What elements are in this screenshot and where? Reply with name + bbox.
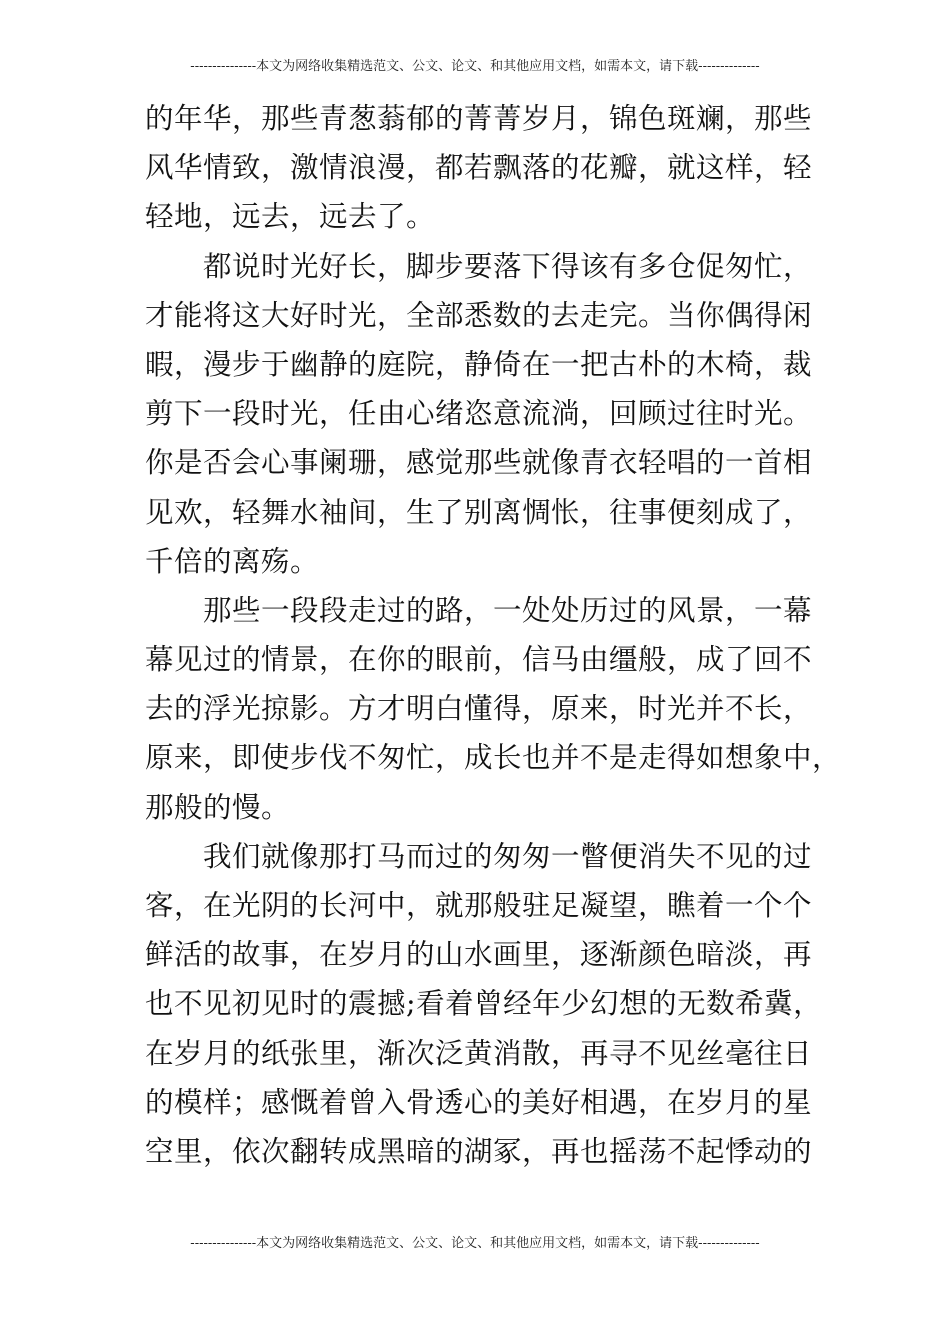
- text-line: 那般的慢。: [145, 790, 291, 824]
- paragraph-first-line: 都说时光好长，脚步要落下得该有多仓促匆忙，: [203, 249, 813, 283]
- text-line: 空里，依次翻转成黑暗的湖冢，再也摇荡不起悸动的: [145, 1134, 813, 1168]
- text-line: 客，在光阴的长河中，就那般驻足凝望，瞧着一个个: [145, 889, 813, 922]
- text-line: 鲜活的故事，在岁月的山水画里，逐渐颜色暗淡，再: [145, 938, 813, 972]
- text-line: 的年华，那些青葱蓊郁的菁菁岁月，锦色斑斓，那些: [145, 102, 813, 135]
- text-line: 的模样；感慨着曾入骨透心的美好相遇，在岁月的星: [145, 1085, 813, 1119]
- paragraph-first-line: 那些一段段走过的路，一处处历过的风景，一幕: [203, 593, 813, 627]
- document-body: [145, 94, 842, 1176]
- text-line: 千倍的离殇。: [145, 544, 320, 578]
- text-line: 见欢，轻舞水袖间，生了别离惆怅，往事便刻成了，: [145, 495, 813, 529]
- text-line: 暇，漫步于幽静的庭院，静倚在一把古朴的木椅，裁: [145, 347, 813, 381]
- text-line: 也不见初见时的震撼;看着曾经年少幻想的无数希冀，: [145, 987, 823, 1021]
- text-line: 剪下一段时光，任由心绪恣意流淌，回顾过往时光。: [145, 397, 813, 431]
- text-line: 轻地，远去，远去了。: [145, 200, 436, 234]
- text-line: 才能将这大好时光，全部悉数的去走完。当你偶得闲: [145, 298, 813, 332]
- text-line: 幕见过的情景，在你的眼前，信马由缰般，成了回不: [145, 643, 813, 677]
- paragraph-first-line: 我们就像那打马而过的匆匆一瞥便消失不见的过: [203, 839, 813, 873]
- text-line: 在岁月的纸张里，渐次泛黄消散，再寻不见丝毫往日: [145, 1036, 813, 1070]
- page-header: ---------------本文为网络收集精选范文、公文、论文、和其他应用文档，如需本文，请下载--------------: [190, 59, 760, 74]
- page-footer: ---------------本文为网络收集精选范文、公文、论文、和其他应用文档，如需本文，请下载--------------: [190, 1236, 760, 1251]
- text-line: 原来，即使步伐不匆忙，成长也并不是走得如想象中，: [145, 741, 842, 775]
- text-line: 风华情致，激情浪漫，都若飘落的花瓣，就这样，轻: [145, 151, 813, 185]
- text-line: 去的浮光掠影。方才明白懂得，原来，时光并不长，: [145, 692, 813, 726]
- text-line: 你是否会心事阑珊，感觉那些就像青衣轻唱的一首相: [145, 446, 813, 480]
